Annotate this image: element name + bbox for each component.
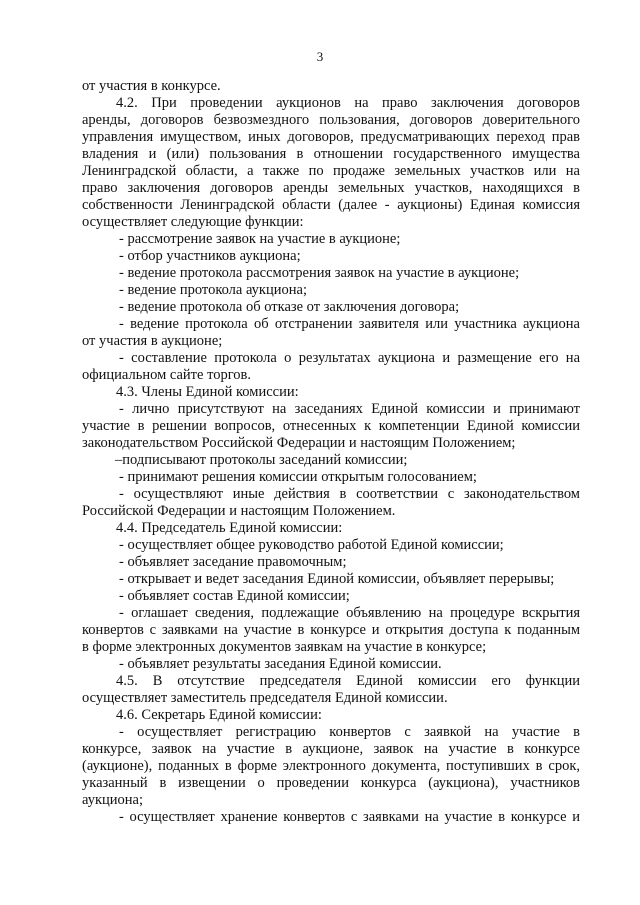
text-line: - осуществляет регистрацию конвертов с заявкой на участие в bbox=[119, 724, 580, 740]
text-line: осуществляет следующие функции: bbox=[82, 214, 304, 230]
text-line: аукциона; bbox=[82, 792, 143, 808]
text-line: - оглашает сведения, подлежащие объявлению на процедуре вскрытия bbox=[119, 605, 580, 621]
text-line: (аукционе), поданных в форме электронного документа, поступивших в срок, bbox=[82, 758, 580, 774]
text-line: - осуществляют иные действия в соответствии с законодательством bbox=[119, 486, 580, 502]
text-line: - объявляет состав Единой комиссии; bbox=[119, 588, 350, 604]
text-line: 4.6. Секретарь Единой комиссии: bbox=[116, 707, 322, 723]
text-line: осуществляет заместитель председателя Единой комиссии. bbox=[82, 690, 448, 706]
text-line: - объявляет заседание правомочным; bbox=[119, 554, 347, 570]
text-line: указанный в извещении о проведении конкурса (аукциона), участников bbox=[82, 775, 580, 791]
text-line: официальном сайте торгов. bbox=[82, 367, 252, 383]
text-line: управления имуществом, иных договоров, предусматривающих переход прав bbox=[82, 129, 580, 145]
text-line: владения и (или) пользования в отношении государственного имущества bbox=[82, 146, 580, 162]
text-line: - осуществляет хранение конвертов с заявками на участие в конкурсе и bbox=[119, 809, 580, 825]
text-line: - ведение протокола аукциона; bbox=[119, 282, 307, 298]
text-line: - отбор участников аукциона; bbox=[119, 248, 301, 264]
text-line: 4.5. В отсутствие председателя Единой комиссии его функции bbox=[116, 673, 580, 689]
document-body bbox=[82, 78, 580, 826]
text-line: 4.4. Председатель Единой комиссии: bbox=[116, 520, 343, 536]
text-line: право заключения договоров аренды земельных участков, находящихся в bbox=[82, 180, 580, 196]
text-line: конкурсе, заявок на участие в аукционе, заявок на участие в конкурсе bbox=[82, 741, 580, 757]
text-line: –подписывают протоколы заседаний комиссии; bbox=[115, 452, 408, 468]
text-line: - ведение протокола об отказе от заключения договора; bbox=[119, 299, 460, 315]
text-line: - ведение протокола рассмотрения заявок на участие в аукционе; bbox=[119, 265, 520, 281]
text-line: - составление протокола о результатах аукциона и размещение его на bbox=[119, 350, 580, 366]
text-line: собственности Ленинградской области (далее - аукционы) Единая комиссия bbox=[82, 197, 580, 213]
text-line: от участия в аукционе; bbox=[82, 333, 223, 349]
text-line: аренды, договоров безвозмездного пользования, договоров доверительного bbox=[82, 112, 580, 128]
text-line: Российской Федерации и настоящим Положением. bbox=[82, 503, 396, 519]
text-line: - рассмотрение заявок на участие в аукционе; bbox=[119, 231, 401, 247]
text-line: участие в решении вопросов, отнесенных к компетенции Единой комиссии bbox=[82, 418, 580, 434]
text-line: конвертов с заявками на участие в конкурсе и открытия доступа к поданным bbox=[82, 622, 580, 638]
text-line: 4.3. Члены Единой комиссии: bbox=[116, 384, 299, 400]
text-line: - ведение протокола об отстранении заявителя или участника аукциона bbox=[119, 316, 580, 332]
text-line: - объявляет результаты заседания Единой комиссии. bbox=[119, 656, 442, 672]
text-line: Ленинградской области, а также по продаже земельных участков или на bbox=[82, 163, 580, 179]
page-number: 3 bbox=[316, 49, 324, 64]
text-line: - осуществляет общее руководство работой Единой комиссии; bbox=[119, 537, 504, 553]
text-line: - лично присутствуют на заседаниях Единой комиссии и принимают bbox=[119, 401, 580, 417]
text-line: от участия в конкурсе. bbox=[82, 78, 221, 94]
text-line: 4.2. При проведении аукционов на право заключения договоров bbox=[116, 95, 580, 111]
text-line: - открывает и ведет заседания Единой комиссии, объявляет перерывы; bbox=[119, 571, 555, 587]
text-line: - принимают решения комиссии открытым голосованием; bbox=[119, 469, 477, 485]
text-line: в форме электронных документов заявкам на участие в конкурсе; bbox=[82, 639, 487, 655]
text-line: законодательством Российской Федерации и настоящим Положением; bbox=[82, 435, 516, 451]
